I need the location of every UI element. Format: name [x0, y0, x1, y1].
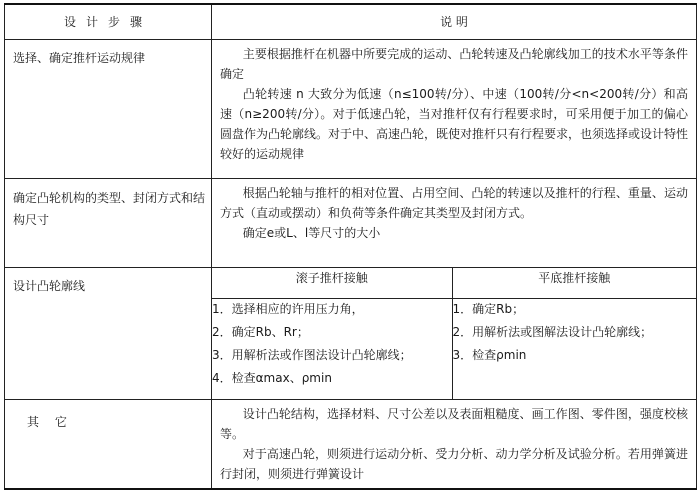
list-item: 4．检查αmax、ρmin: [212, 371, 332, 385]
list-item: 3．用解析法或作图法设计凸轮廓线；: [212, 348, 412, 362]
table-row: [5, 400, 697, 490]
roller-steps: [212, 299, 452, 400]
desc-paragraph: 主要根据推杆在机器中所要完成的运动、凸轮转速及凸轮廓线加工的技术水平等条件确定: [220, 47, 688, 81]
header-desc: 说 明: [212, 4, 697, 40]
cam-design-table: [4, 3, 697, 490]
desc-paragraph: 凸轮转速 n 大致分为低速（n≤100转/分）、中速（100转/分<n<200转/分）和高速（n≥200转/分）。对于低速凸轮，当对推杆仅有行程要求时，可采用便于加工的偏心圆盘作为凸轮廓线。对于中、高速凸轮，既使对推杆只有行程要求，也须选择或设计特性较好的运动规律: [220, 87, 689, 161]
roller-follower-title: 滚子推杆接触: [212, 268, 452, 299]
contour-cell: [212, 268, 697, 400]
list-item: 1．选择相应的许用压力角，: [212, 302, 364, 316]
flat-steps: [452, 299, 696, 400]
header-step: 设计步骤: [5, 4, 212, 40]
contour-subtable: [212, 268, 696, 399]
desc-paragraph: 根据凸轮轴与推杆的相对位置、占用空间、凸轮的转速以及推杆的行程、重量、运动方式（直动或摆动）和负荷等条件确定其类型及封闭方式。: [220, 186, 688, 220]
step-cell: 确定凸轮机构的类型、封闭方式和结构尺寸: [5, 179, 212, 268]
step-cell: 选择、确定推杆运动规律: [5, 40, 212, 179]
table-row: [5, 268, 697, 400]
list-item: 2．用解析法或图解法设计凸轮廓线；: [452, 325, 653, 339]
table-row: [5, 179, 697, 268]
contour-subheader-row: [212, 268, 696, 299]
list-item: 1．确定Rb；: [452, 302, 525, 316]
table-header-row: [5, 4, 697, 40]
table-row: [5, 40, 697, 179]
desc-paragraph: 确定e或L、l等尺寸的大小: [242, 226, 381, 240]
desc-cell: [212, 40, 697, 179]
list-item: 3．检查ρmin: [452, 348, 527, 362]
flat-follower-title: 平底推杆接触: [452, 268, 696, 299]
step-cell: 设计凸轮廓线: [5, 268, 212, 400]
desc-paragraph: 设计凸轮结构，选择材料、尺寸公差以及表面粗糙度、画工作图、零件图，强度校核等。: [220, 407, 688, 441]
contour-items-row: [212, 299, 696, 400]
desc-paragraph: 对于高速凸轮，则须进行运动分析、受力分析、动力学分析及试验分析。若用弹簧进行封闭，则须进行弹簧设计: [220, 447, 688, 481]
desc-cell: [212, 400, 697, 490]
desc-cell: [212, 179, 697, 268]
step-cell: 其 它: [5, 400, 212, 490]
list-item: 2．确定Rb、Rr；: [212, 325, 309, 339]
